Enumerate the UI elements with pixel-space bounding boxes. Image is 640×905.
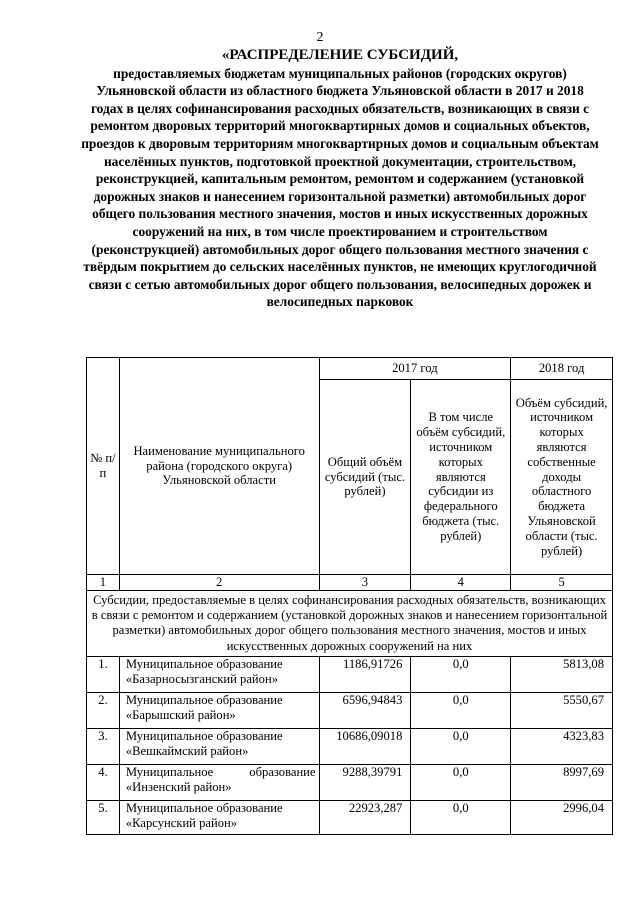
row-2018: 5813,08 — [511, 656, 613, 692]
page-number: 2 — [316, 30, 324, 45]
row-2018: 5550,67 — [511, 692, 613, 728]
title-line-1: «РАСПРЕДЕЛЕНИЕ СУБСИДИЙ, — [221, 47, 459, 63]
header-federal: В том числе объём субсидий, источником которых являются субсидии из федерального бюджета (тыс. рублей) — [411, 380, 511, 575]
row-name-word-1: Муниципальное — [125, 764, 214, 779]
row-number: 2. — [87, 692, 120, 728]
row-total: 10686,09018 — [319, 728, 411, 764]
row-federal: 0,0 — [411, 728, 511, 764]
table-row — [87, 728, 613, 764]
row-number: 3. — [87, 728, 120, 764]
row-name-line-1 — [126, 765, 316, 780]
row-2018: 8997,69 — [511, 764, 613, 800]
header-year-2018: 2018 год — [511, 358, 613, 380]
row-name-line-1: Муниципальное образование — [125, 692, 283, 707]
col-number-2: 2 — [119, 575, 319, 591]
row-name-line-1: Муниципальное образование — [125, 800, 283, 815]
row-name — [119, 692, 319, 728]
row-2018: 4323,83 — [511, 728, 613, 764]
table-row — [87, 692, 613, 728]
row-name-line-1: Муниципальное образование — [125, 656, 283, 671]
col-number-1: 1 — [87, 575, 120, 591]
row-total: 9288,39791 — [319, 764, 411, 800]
subsidy-table — [86, 357, 613, 835]
table-row — [87, 764, 613, 800]
row-name — [119, 656, 319, 692]
header-2018-volume: Объём субсидий, источником которых являются собственные доходы областного бюджета Ульяновской области (тыс. рублей) — [511, 380, 613, 575]
row-federal: 0,0 — [411, 692, 511, 728]
header-year-2017: 2017 год — [319, 358, 511, 380]
row-total: 22923,287 — [319, 800, 411, 834]
row-name-word-2: образование — [249, 764, 316, 779]
row-name — [119, 800, 319, 834]
row-name-line-2: «Базарносызганский район» — [125, 671, 279, 686]
row-name-line-2: «Вешкаймский район» — [125, 743, 249, 758]
document-title — [80, 47, 600, 311]
row-name — [119, 728, 319, 764]
row-federal: 0,0 — [411, 656, 511, 692]
section-title: Субсидии, предоставляемые в целях софинансирования расходных обязательств, возникающих в связи с ремонтом и содержанием (установкой дорожных знаков и нанесением горизонтальной разметки) автомобильных дорог общего пользования местного значения, мостов и иных искусственных дорожных сооружений на них — [87, 591, 613, 657]
row-name-line-1: Муниципальное образование — [125, 728, 283, 743]
row-number: 4. — [87, 764, 120, 800]
row-number: 1. — [87, 656, 120, 692]
title-body: предоставляемых бюджетам муниципальных районов (городских округов) Ульяновской области из областного бюджета Ульяновской области в 2017 и 2018 годах в целях софинансирования расходных обязательств, возникающих в связи с ремонтом дворовых территорий многоквартирных домов и социальных объектов, проездов к дворовым территориям многоквартирных домов и социальным объектам населённых пунктов, подготовкой проектной документации, строительством, реконструкцией, капитальным ремонтом, ремонтом и содержанием (установкой дорожных знаков и нанесением горизонтальной разметки) автомобильных дорог общего пользования местного значения, мостов и иных искусственных дорожных сооружений на них, в том числе проектированием и строительством (реконструкцией) автомобильных дорог общего пользования местного значения с твёрдым покрытием до сельских населённых пунктов, не имеющих круглогодичной связи с сетью автомобильных дорог общего пользования, велосипедных дорожек и велосипедных парковок — [81, 65, 599, 310]
header-total: Общий объём субсидий (тыс. рублей) — [319, 380, 411, 575]
row-name-line-2: «Барышский район» — [125, 707, 236, 722]
row-name-line-2: «Карсунский район» — [125, 815, 238, 830]
row-name — [119, 764, 319, 800]
table-row — [87, 656, 613, 692]
table-row — [87, 800, 613, 834]
header-number: № п/п — [87, 358, 120, 575]
col-number-5: 5 — [511, 575, 613, 591]
header-name: Наименование муниципального района (городского округа) Ульяновской области — [119, 358, 319, 575]
row-federal: 0,0 — [411, 800, 511, 834]
col-number-4: 4 — [411, 575, 511, 591]
col-number-3: 3 — [319, 575, 411, 591]
row-number: 5. — [87, 800, 120, 834]
row-2018: 2996,04 — [511, 800, 613, 834]
row-total: 6596,94843 — [319, 692, 411, 728]
row-federal: 0,0 — [411, 764, 511, 800]
row-total: 1186,91726 — [319, 656, 411, 692]
row-name-line-2: «Инзенский район» — [125, 779, 232, 794]
